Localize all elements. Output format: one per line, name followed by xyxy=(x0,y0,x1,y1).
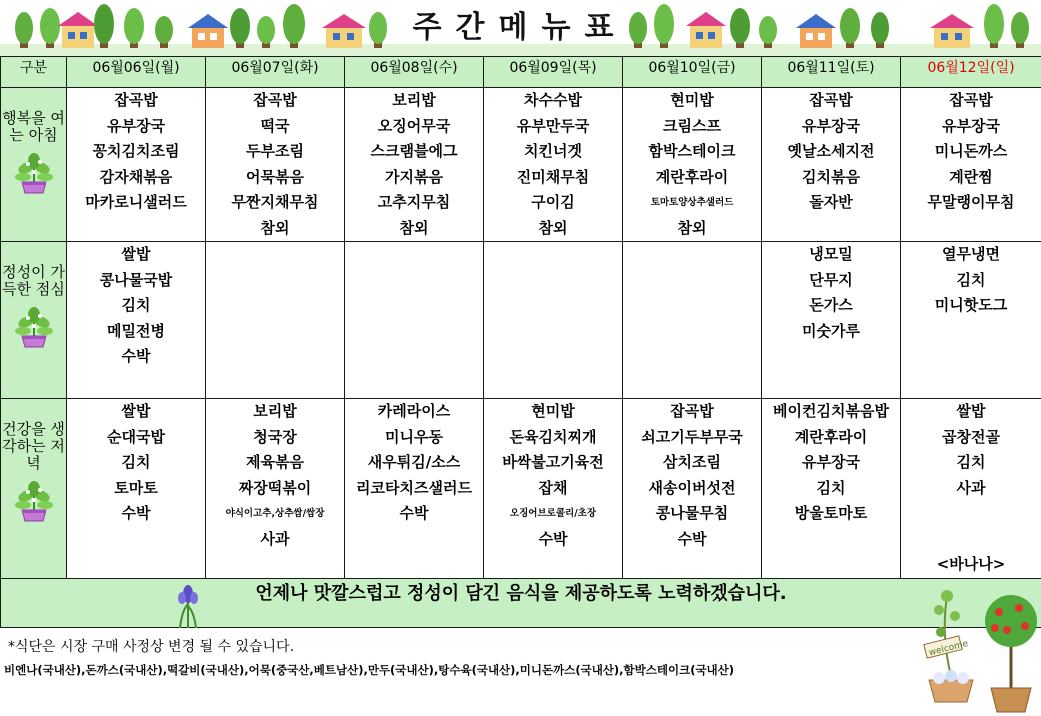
house-cluster-right xyxy=(629,4,1029,48)
day-header: 06월06일(월) xyxy=(67,57,206,88)
menu-item: 방울토마토 xyxy=(794,504,868,522)
menu-item: 잡곡밥 xyxy=(670,402,714,420)
menu-item: 토마토양상추샐러드 xyxy=(650,197,734,208)
menu-item: 잡곡밥 xyxy=(253,91,297,109)
notice-text: *식단은 시장 구매 사정상 변경 될 수 있습니다. xyxy=(8,639,295,655)
menu-cell xyxy=(762,399,901,579)
menu-item: 단무지 xyxy=(809,270,853,289)
flower-pot-decoration-icon xyxy=(911,576,1041,716)
menu-item: 옛날소세지전 xyxy=(787,142,875,160)
menu-item: 계란후라이 xyxy=(794,427,868,446)
menu-cell xyxy=(762,88,901,242)
menu-item: 새우튀김/소스 xyxy=(367,453,461,471)
menu-item: 미니돈까스 xyxy=(934,142,1008,160)
menu-item: 카레라이스 xyxy=(377,402,451,420)
menu-item: 베이컨김치볶음밥 xyxy=(773,402,889,420)
menu-item: 차수수밥 xyxy=(524,91,582,109)
menu-cell xyxy=(67,399,206,579)
day-header-sunday: 06월12일(일) xyxy=(901,57,1041,88)
menu-item xyxy=(901,501,1041,527)
potted-plant-icon xyxy=(14,306,54,348)
menu-item: 쇠고기두부무국 xyxy=(641,427,743,446)
menu-item: 유부장국 xyxy=(802,116,860,135)
menu-item: 잡곡밥 xyxy=(114,91,158,109)
menu-item: 쌀밥 xyxy=(956,402,986,420)
menu-item: 사과 xyxy=(260,529,290,548)
menu-cell xyxy=(206,399,345,579)
menu-item: 메밀전병 xyxy=(107,321,165,340)
day-header: 06월07일(화) xyxy=(206,57,345,88)
menu-item: 미니우동 xyxy=(385,427,443,446)
menu-item: 치킨너겟 xyxy=(524,142,582,160)
day-header: 06월10일(금) xyxy=(623,57,762,88)
menu-item: 열무냉면 xyxy=(942,245,1000,263)
menu-item: 냉모밀 xyxy=(809,245,853,263)
menu-item: 유부장국 xyxy=(802,453,860,471)
menu-item: 돌자반 xyxy=(809,193,853,211)
menu-item: 보리밥 xyxy=(253,402,297,420)
menu-item: 미니핫도그 xyxy=(934,296,1008,314)
day-header: 06월09일(목) xyxy=(484,57,623,88)
header-row xyxy=(1,57,1041,88)
menu-item: 리코타치즈샐러드 xyxy=(356,478,472,497)
welcome-sign-text: welcome xyxy=(927,638,970,659)
menu-item: 잡곡밥 xyxy=(949,91,993,109)
menu-item: 미숫가루 xyxy=(802,321,860,340)
menu-item: 잡곡밥 xyxy=(809,91,853,109)
message-row xyxy=(1,578,1041,627)
menu-item: 삼치조림 xyxy=(663,453,721,471)
menu-item: 함박스테이크 xyxy=(648,142,736,160)
menu-cell xyxy=(901,399,1041,579)
menu-item: 무짠지채무침 xyxy=(231,193,319,211)
menu-item: 유부장국 xyxy=(942,116,1000,135)
menu-item: 토마토 xyxy=(114,478,158,497)
menu-item: 김치 xyxy=(121,453,151,471)
menu-item: 유부장국 xyxy=(107,116,165,135)
menu-item: 참외 xyxy=(399,218,429,237)
day-header: 06월08일(수) xyxy=(345,57,484,88)
menu-item: 수박 xyxy=(399,504,429,522)
menu-cell xyxy=(206,242,345,399)
menu-item: 크림스프 xyxy=(663,116,721,135)
menu-cell xyxy=(345,88,484,242)
menu-item: 수박 xyxy=(677,529,707,548)
menu-item: 진미채무침 xyxy=(516,167,590,186)
menu-item: 참외 xyxy=(538,218,568,237)
menu-item: 보리밥 xyxy=(392,91,436,109)
menu-item: <바나나> xyxy=(936,555,1006,573)
menu-item: 사과 xyxy=(956,478,986,497)
menu-item: 가지볶음 xyxy=(385,167,443,186)
menu-item: 제육볶음 xyxy=(246,453,304,471)
menu-item: 현미밥 xyxy=(531,402,575,420)
iris-flower-icon xyxy=(170,584,206,628)
menu-cell xyxy=(484,399,623,579)
menu-item: 김치볶음 xyxy=(802,167,860,186)
house-cluster-left xyxy=(15,4,387,48)
menu-item: 무말랭이무침 xyxy=(927,193,1015,211)
page-title: 주간메뉴표 xyxy=(412,10,628,45)
menu-item: 콩나물국밥 xyxy=(99,270,173,289)
menu-item: 참외 xyxy=(677,218,707,237)
menu-item: 돈육김치찌개 xyxy=(509,427,597,446)
meal-label-text: 정성이 가득한 점심 xyxy=(2,263,65,298)
menu-item: 어묵볶음 xyxy=(246,167,304,186)
menu-cell xyxy=(345,242,484,399)
menu-item: 스크램블에그 xyxy=(370,142,458,160)
potted-plant-icon xyxy=(14,480,54,522)
menu-item: 돈가스 xyxy=(809,296,853,314)
menu-item: 고추지무침 xyxy=(377,193,451,211)
meal-label xyxy=(1,88,67,242)
menu-item: 꽁치김치조림 xyxy=(92,142,180,160)
meal-row-dinner xyxy=(1,399,1041,579)
potted-plant-icon xyxy=(14,152,54,194)
menu-cell xyxy=(901,242,1041,399)
meal-row-lunch xyxy=(1,242,1041,399)
menu-item: 김치 xyxy=(956,453,986,471)
menu-item: 계란찜 xyxy=(949,167,993,186)
menu-item: 김치 xyxy=(956,270,986,289)
menu-item: 참외 xyxy=(260,218,290,237)
menu-item: 바싹불고기육전 xyxy=(502,453,604,471)
menu-item xyxy=(901,527,1041,553)
menu-item: 수박 xyxy=(121,347,151,365)
menu-item: 두부조림 xyxy=(246,142,304,160)
meal-label xyxy=(1,242,67,399)
menu-item: 야식이고추,상추쌈/쌈장 xyxy=(225,508,325,519)
meal-label-text: 행복을 여는 아침 xyxy=(2,109,65,144)
menu-item: 짜장떡볶이 xyxy=(238,478,312,497)
message-cell xyxy=(1,578,1041,627)
menu-item: 구이김 xyxy=(531,193,575,211)
menu-item: 김치 xyxy=(121,296,151,314)
menu-item: 순대국밥 xyxy=(107,427,165,446)
menu-cell xyxy=(484,88,623,242)
day-header: 06월11일(토) xyxy=(762,57,901,88)
menu-item: 김치 xyxy=(816,478,846,497)
menu-cell xyxy=(67,88,206,242)
menu-item: 오징어무국 xyxy=(377,116,451,135)
menu-item: 잡채 xyxy=(538,478,568,497)
menu-cell xyxy=(206,88,345,242)
menu-item: 곱창전골 xyxy=(942,427,1000,446)
menu-item: 감자채볶음 xyxy=(99,167,173,186)
menu-item: 수박 xyxy=(121,504,151,522)
origin-text: 비엔나(국내산),돈까스(국내산),떡갈비(국내산),어묵(중국산,베트남산),만두(국내산),탕수육(국내산),미니돈까스(국내산),함박스테이크(국내산) xyxy=(4,663,735,677)
weekly-menu-table xyxy=(0,56,1041,628)
menu-item: 현미밥 xyxy=(670,91,714,109)
menu-item: 유부만두국 xyxy=(516,116,590,135)
meal-label-text: 건강을 생각하는 저녁 xyxy=(2,420,65,472)
menu-item: 떡국 xyxy=(260,116,290,135)
menu-item: 새송이버섯전 xyxy=(648,478,736,497)
menu-item: 쌀밥 xyxy=(121,245,151,263)
menu-cell xyxy=(623,399,762,579)
menu-item: 쌀밥 xyxy=(121,402,151,420)
menu-item: 콩나물무침 xyxy=(655,504,729,522)
menu-cell xyxy=(484,242,623,399)
category-header: 구분 xyxy=(1,57,67,88)
menu-cell xyxy=(762,242,901,399)
menu-item: 계란후라이 xyxy=(655,167,729,186)
menu-cell xyxy=(623,88,762,242)
menu-cell xyxy=(67,242,206,399)
meal-label xyxy=(1,399,67,579)
menu-item: 수박 xyxy=(538,529,568,548)
menu-cell xyxy=(623,242,762,399)
menu-cell xyxy=(345,399,484,579)
message-text: 언제나 맛깔스럽고 정성이 담긴 음식을 제공하도록 노력하겠습니다. xyxy=(255,582,787,604)
menu-item: 마카로니샐러드 xyxy=(85,193,187,211)
menu-cell xyxy=(901,88,1041,242)
menu-item: 청국장 xyxy=(253,427,297,446)
menu-item: 오징어브로콜리/초장 xyxy=(509,508,597,519)
meal-row-breakfast xyxy=(1,88,1041,242)
